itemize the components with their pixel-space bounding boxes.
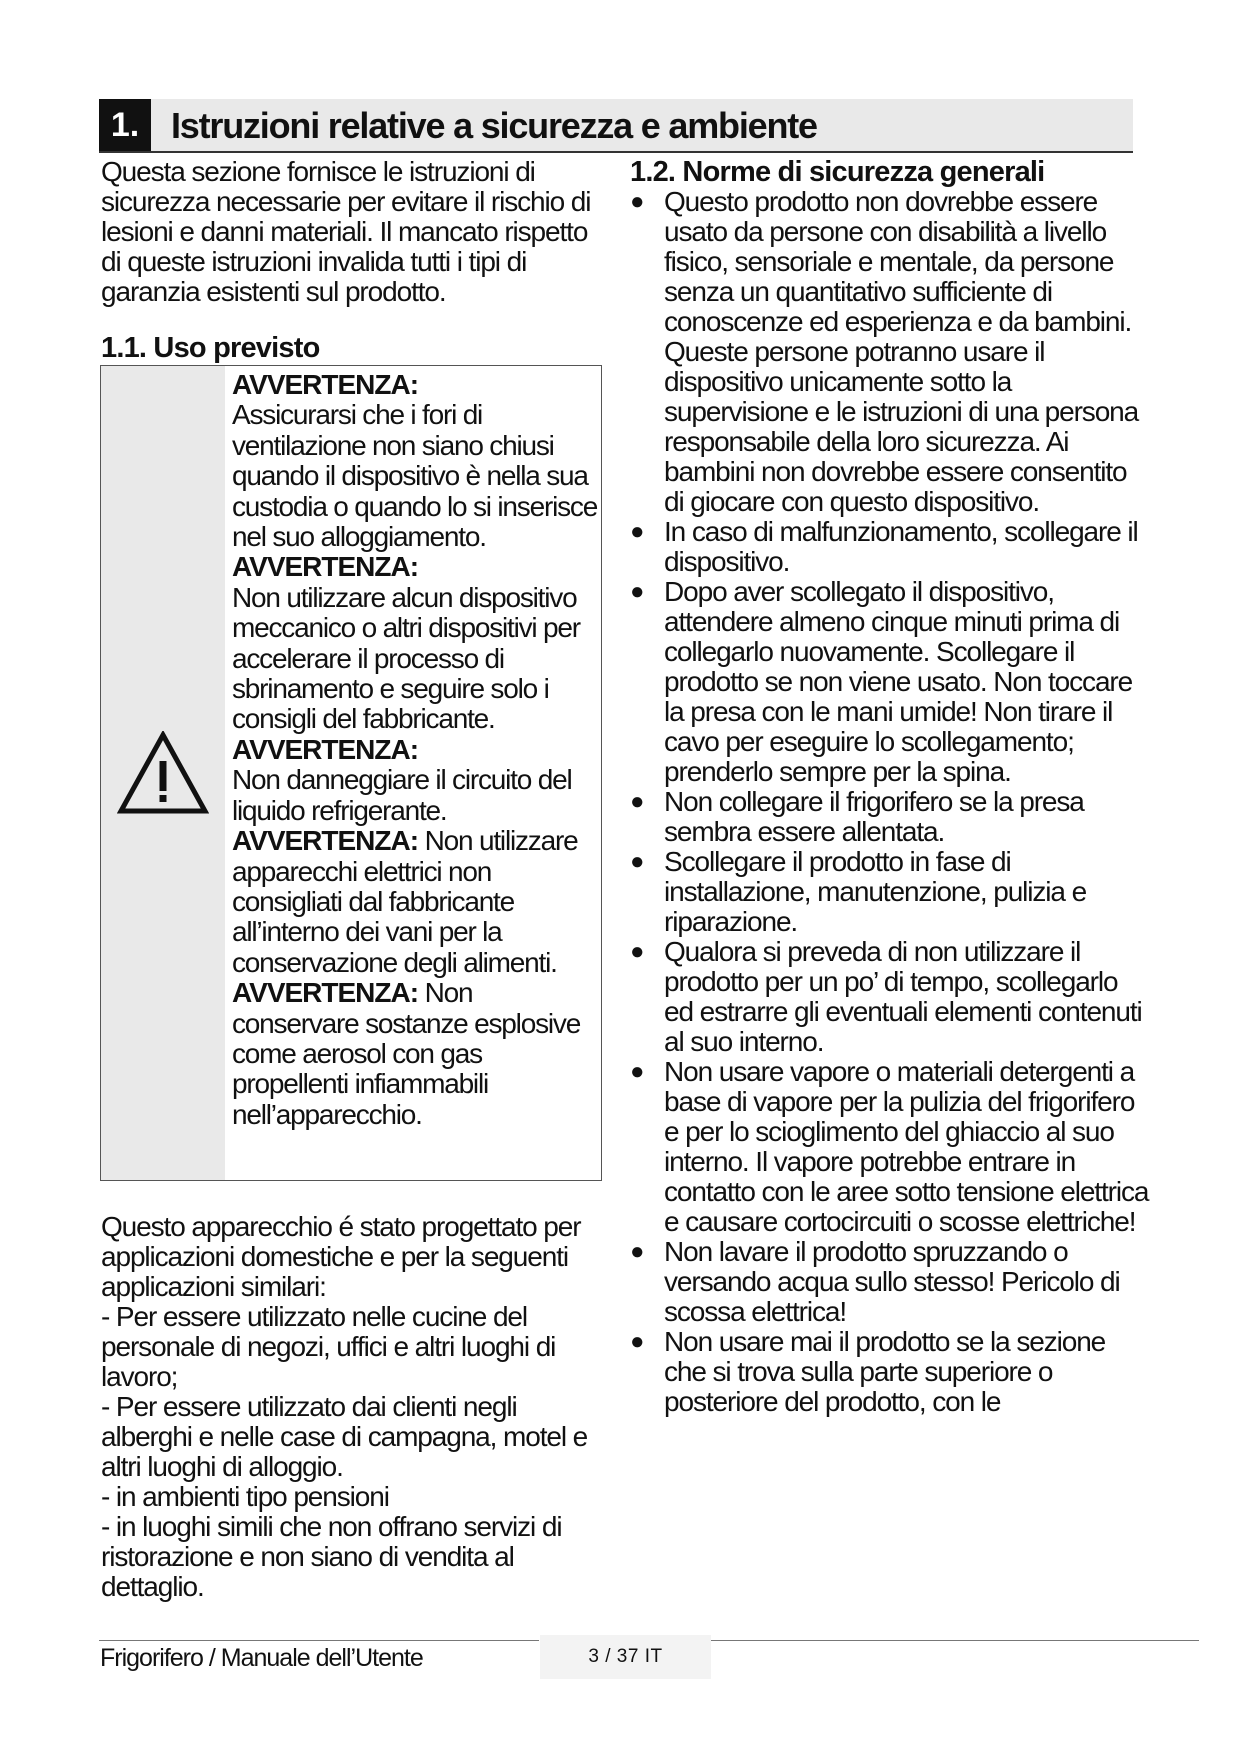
footer-divider-left	[99, 1640, 539, 1641]
warning-label: AVVERTENZA:	[232, 551, 419, 583]
usage-intro: Questo apparecchio é stato progettato per applicazioni domestiche e per la seguenti applicazioni similari:	[101, 1211, 581, 1302]
warning-text: Non utilizzare alcun dispositivo meccanico o altri dispositivi per accelerare il processo di sbrinamento e seguire solo i consigli del fabbricante.	[232, 581, 580, 735]
bullet-icon: ●	[630, 1058, 644, 1085]
bullet-icon: ●	[630, 1328, 644, 1355]
bullet-icon: ●	[630, 1238, 644, 1265]
footer-page-number: 3 / 37 IT	[540, 1635, 711, 1679]
warning-list	[232, 370, 602, 1130]
subsection-title-uso-previsto: 1.1. Uso previsto	[101, 332, 320, 364]
warning-text: Assicurarsi che i fori di ventilazione non siano chiusi quando il dispositivo è nella sua custodia o quando lo si inserisce nel suo alloggiamento.	[232, 399, 598, 553]
usage-item: - Per essere utilizzato dai clienti negli alberghi e nelle case di campagna, motel e altri luoghi di alloggio.	[101, 1391, 588, 1482]
section-number: 1.	[99, 99, 151, 151]
bullet-icon: ●	[630, 578, 644, 605]
warning-triangle-icon	[117, 731, 209, 815]
bullet-text: Non collegare il frigorifero se la presa sembra essere allentata.	[664, 786, 1084, 847]
bullet-text: Non usare vapore o materiali detergenti a base di vapore per la pulizia del frigorifero e per lo scioglimento del ghiaccio al suo interno. Il vapore potrebbe entrare in contatto con le aree sotto tensione elettrica e causare cortocircuiti o scosse elettriche!	[664, 1056, 1149, 1237]
bullet-text: Non lavare il prodotto spruzzando o versando acqua sullo stesso! Pericolo di scossa elettrica!	[664, 1236, 1120, 1327]
warning-text: Non conservare sostanze esplosive come aerosol con gas propellenti infiammabili nell’apparecchio.	[232, 977, 581, 1130]
list-item	[630, 937, 1150, 1057]
warning-label: AVVERTENZA:	[232, 369, 419, 400]
bullet-text: Non usare mai il prodotto se la sezione che si trova sulla parte superiore o posteriore del prodotto, con le	[664, 1326, 1106, 1417]
subsection-title-norme-sicurezza: 1.2. Norme di sicurezza generali	[630, 156, 1045, 188]
list-item	[630, 1327, 1150, 1417]
warning-item	[232, 735, 602, 826]
footer-document-title: Frigorifero / Manuale dell’Utente	[100, 1644, 423, 1672]
list-item	[630, 1057, 1150, 1237]
safety-bullet-list	[630, 187, 1150, 1417]
list-item	[630, 787, 1150, 847]
usage-item: - Per essere utilizzato nelle cucine del personale di negozi, uffici e altri luoghi di lavoro;	[101, 1301, 556, 1392]
usage-item: - in luoghi simili che non offrano servizi di ristorazione e non siano di vendita al dettaglio.	[101, 1511, 562, 1602]
bullet-text: Dopo aver scollegato il dispositivo, attendere almeno cinque minuti prima di collegarlo nuovamente. Scollegare il prodotto se non viene usato. Non toccare la presa con le mani umide! Non tirare il cavo per eseguire lo scollegamento; prenderlo sempre per la spina.	[664, 576, 1133, 787]
list-item	[630, 1237, 1150, 1327]
warning-box	[100, 365, 602, 1181]
bullet-icon: ●	[630, 188, 644, 215]
left-column	[101, 157, 601, 363]
warning-label: AVVERTENZA:	[232, 977, 419, 1009]
warning-item	[232, 370, 602, 552]
footer-divider-right	[711, 1640, 1199, 1641]
intro-paragraph: Questa sezione fornisce le istruzioni di sicurezza necessarie per evitare il rischio di lesioni e danni materiali. Il mancato rispetto di queste istruzioni invalida tutti i tipi di garanzia esistenti sul prodotto.	[101, 156, 591, 307]
warning-item	[232, 552, 602, 734]
list-item	[630, 187, 1150, 517]
bullet-text: In caso di malfunzionamento, scollegare il dispositivo.	[664, 516, 1138, 577]
list-item	[630, 847, 1150, 937]
warning-text: Non utilizzare apparecchi elettrici non consigliati dal fabbricante all’interno dei vani per la conservazione degli alimenti.	[232, 825, 578, 978]
warning-strip	[101, 366, 225, 1180]
list-item	[630, 577, 1150, 787]
warning-label: AVVERTENZA:	[232, 825, 419, 857]
usage-block	[101, 1212, 606, 1602]
warning-item	[232, 978, 602, 1130]
bullet-icon: ●	[630, 518, 644, 545]
bullet-text: Questo prodotto non dovrebbe essere usato da persone con disabilità a livello fisico, sensoriale e mentale, da persone senza un quantitativo sufficiente di conoscenze ed esperienza e da bambini. Queste persone potranno usare il dispositivo unicamente sotto la supervisione e le istruzioni di una persona responsabile della loro sicurezza. Ai bambini non dovrebbe essere consentito di giocare con questo dispositivo.	[664, 186, 1139, 517]
bullet-text: Qualora si preveda di non utilizzare il prodotto per un po’ di tempo, scollegarlo ed estrarre gli eventuali elementi contenuti al suo interno.	[664, 936, 1142, 1057]
section-title: Istruzioni relative a sicurezza e ambiente	[171, 105, 817, 146]
bullet-text: Scollegare il prodotto in fase di installazione, manutenzione, pulizia e riparazione.	[664, 846, 1087, 937]
bullet-icon: ●	[630, 848, 644, 875]
bullet-icon: ●	[630, 788, 644, 815]
bullet-icon: ●	[630, 938, 644, 965]
usage-item: - in ambienti tipo pensioni	[101, 1481, 389, 1512]
warning-label: AVVERTENZA:	[232, 733, 419, 765]
section-header	[99, 99, 1133, 153]
right-column	[630, 157, 1150, 1417]
warning-item	[232, 826, 602, 978]
list-item	[630, 517, 1150, 577]
warning-text: Non danneggiare il circuito del liquido refrigerante.	[232, 764, 572, 826]
